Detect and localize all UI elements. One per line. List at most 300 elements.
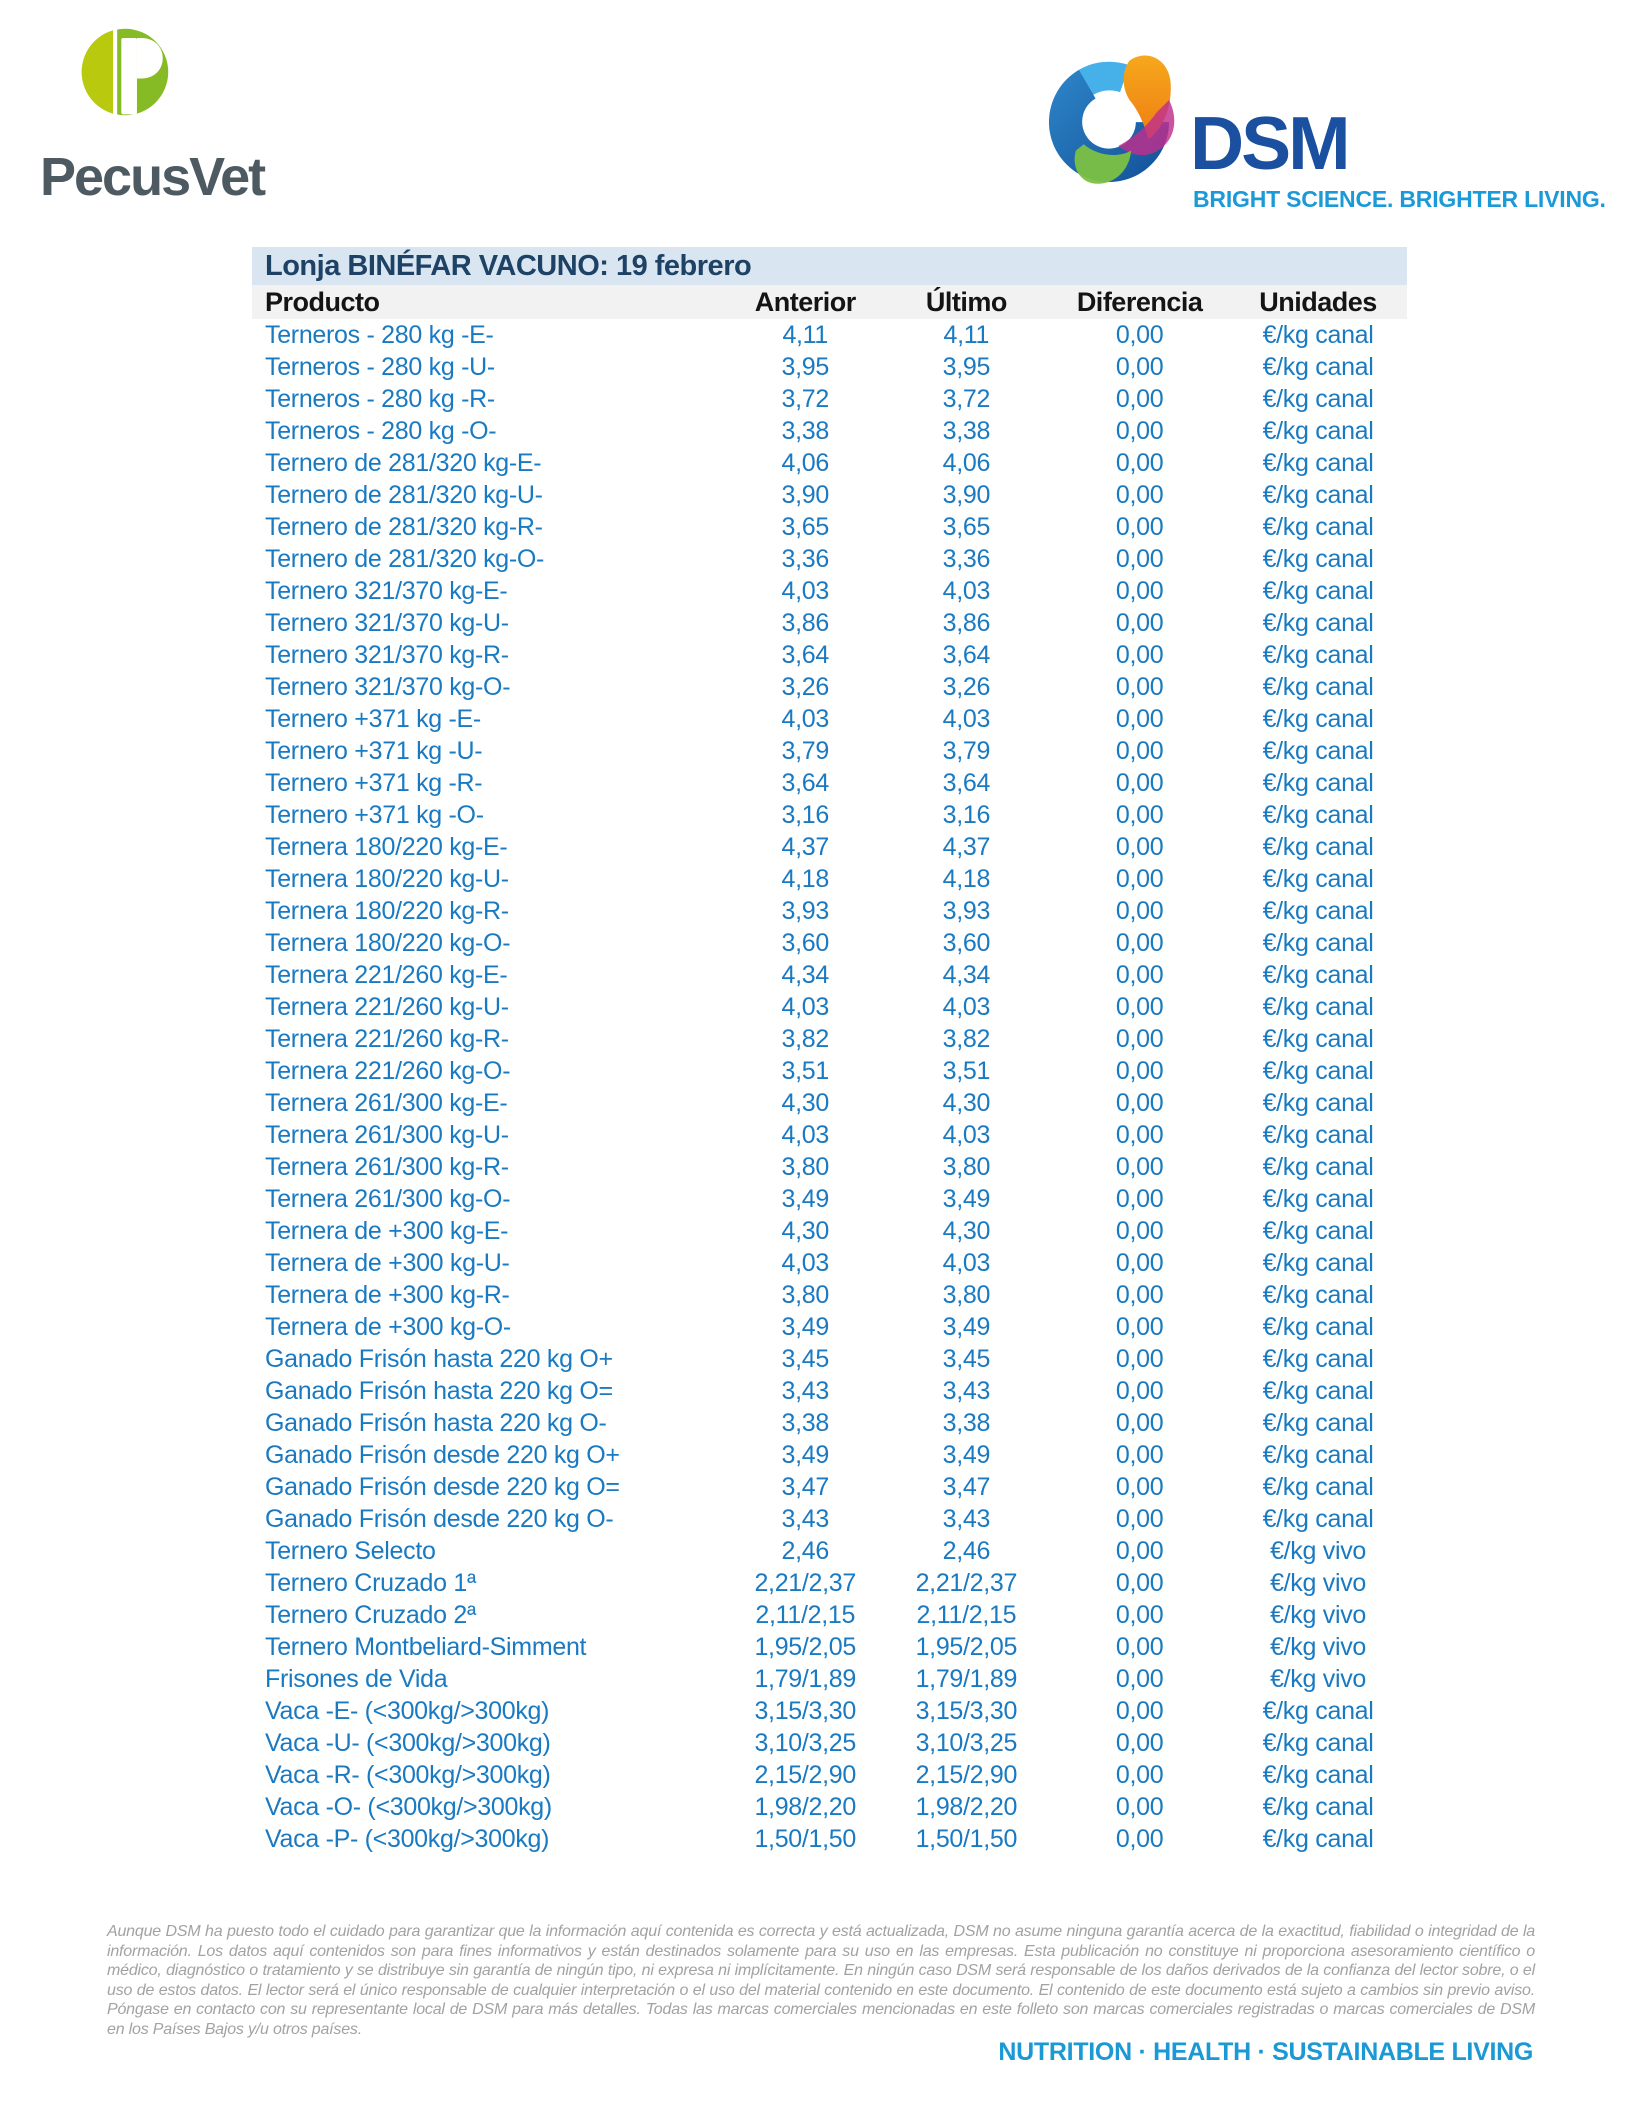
table-cell: €/kg canal: [1262, 1089, 1374, 1117]
table-cell: €/kg canal: [1262, 769, 1374, 797]
table-cell: 3,26: [942, 673, 991, 701]
table-cell: 0,00: [1115, 609, 1164, 637]
table-cell: 0,00: [1115, 865, 1164, 893]
table-cell: Ternero 321/370 kg-R-: [265, 641, 509, 669]
column-header-ultimo: Último: [883, 285, 1050, 319]
table-cell: 3,15/3,30: [915, 1697, 1018, 1725]
table-cell: 2,21/2,37: [754, 1569, 857, 1597]
table-cell: €/kg canal: [1262, 1281, 1374, 1309]
table-cell: €/kg canal: [1262, 1057, 1374, 1085]
table-cell: 4,30: [942, 1217, 991, 1245]
table-cell: Vaca -U- (<300kg/>300kg): [265, 1729, 551, 1757]
table-cell: €/kg canal: [1262, 1729, 1374, 1757]
table-cell: Ternero de 281/320 kg-O-: [265, 545, 545, 573]
table-cell: €/kg canal: [1262, 1825, 1374, 1853]
table-cell: 3,51: [781, 1057, 829, 1085]
table-cell: Ternero 321/370 kg-O-: [265, 673, 511, 701]
table-cell: 3,49: [942, 1313, 991, 1341]
table-cell: Ternera 180/220 kg-O-: [265, 929, 511, 957]
table-row: [252, 927, 1407, 959]
table-cell: Ternera de +300 kg-E-: [265, 1217, 509, 1245]
table-cell: 3,90: [781, 481, 829, 509]
table-cell: 0,00: [1115, 641, 1164, 669]
table-cell: Terneros - 280 kg -E-: [265, 321, 494, 349]
header-row: [252, 285, 1407, 319]
table-cell: 0,00: [1115, 1217, 1164, 1245]
table-cell: Ternero de 281/320 kg-E-: [265, 449, 542, 477]
table-cell: 4,18: [942, 865, 991, 893]
table-cell: 0,00: [1115, 1089, 1164, 1117]
table-cell: €/kg vivo: [1270, 1633, 1367, 1661]
table-cell: Frisones de Vida: [265, 1665, 448, 1693]
table-cell: 4,34: [781, 961, 829, 989]
table-cell: 3,45: [781, 1345, 829, 1373]
table-cell: 4,03: [942, 1121, 991, 1149]
table-cell: €/kg canal: [1262, 1153, 1374, 1181]
table-cell: 0,00: [1115, 1441, 1164, 1469]
table-body: [252, 319, 1407, 1855]
table-cell: Ternero Selecto: [265, 1537, 436, 1565]
table-cell: €/kg canal: [1262, 1313, 1374, 1341]
table-cell: €/kg vivo: [1270, 1665, 1367, 1693]
table-cell: 3,26: [781, 673, 829, 701]
table-cell: 4,03: [781, 577, 829, 605]
table-cell: 0,00: [1115, 1729, 1164, 1757]
sheet-title: Lonja BINÉFAR VACUNO: 19 febrero: [252, 247, 1407, 285]
table-cell: €/kg canal: [1262, 673, 1374, 701]
table-cell: 4,18: [781, 865, 829, 893]
table-cell: Vaca -P- (<300kg/>300kg): [265, 1825, 550, 1853]
table-cell: €/kg canal: [1262, 481, 1374, 509]
table-cell: 3,38: [781, 417, 829, 445]
table-cell: 4,03: [942, 993, 991, 1021]
table-row: [252, 895, 1407, 927]
table-cell: 3,16: [942, 801, 991, 829]
table-row: [252, 1407, 1407, 1439]
table-cell: 2,21/2,37: [915, 1569, 1018, 1597]
table-row: [252, 1791, 1407, 1823]
table-cell: 1,98/2,20: [754, 1793, 857, 1821]
table-cell: 3,80: [942, 1153, 991, 1181]
table-cell: Ternera 261/300 kg-E-: [265, 1089, 508, 1117]
table-cell: 3,47: [942, 1473, 991, 1501]
table-cell: 3,60: [942, 929, 991, 957]
table-cell: €/kg canal: [1262, 1761, 1374, 1789]
table-cell: €/kg canal: [1262, 1697, 1374, 1725]
table-cell: €/kg canal: [1262, 801, 1374, 829]
table-cell: 0,00: [1115, 1377, 1164, 1405]
table-cell: Ganado Frisón desde 220 kg O-: [265, 1505, 614, 1533]
table-cell: Ternero +371 kg -U-: [265, 737, 483, 765]
table-cell: 2,46: [942, 1537, 991, 1565]
table-cell: Ternera 221/260 kg-E-: [265, 961, 508, 989]
table-cell: 0,00: [1115, 1185, 1164, 1213]
table-cell: 0,00: [1115, 833, 1164, 861]
table-cell: €/kg canal: [1262, 449, 1374, 477]
table-row: [252, 1087, 1407, 1119]
table-row: [252, 543, 1407, 575]
table-cell: 3,65: [942, 513, 991, 541]
table-cell: 3,60: [781, 929, 829, 957]
table-cell: 0,00: [1115, 1313, 1164, 1341]
table-cell: 4,34: [942, 961, 991, 989]
price-table: [252, 285, 1407, 1855]
table-cell: Ternero 321/370 kg-E-: [265, 577, 508, 605]
table-cell: €/kg canal: [1262, 865, 1374, 893]
table-cell: 0,00: [1115, 1473, 1164, 1501]
table-cell: €/kg canal: [1262, 1025, 1374, 1053]
table-cell: Ternera 180/220 kg-E-: [265, 833, 508, 861]
table-cell: €/kg canal: [1262, 1121, 1374, 1149]
table-cell: 3,86: [942, 609, 991, 637]
table-cell: 0,00: [1115, 993, 1164, 1021]
column-header-diferencia: Diferencia: [1050, 285, 1229, 319]
table-row: [252, 1023, 1407, 1055]
table-row: [252, 351, 1407, 383]
table-cell: Ternero +371 kg -O-: [265, 801, 484, 829]
table-cell: 3,47: [781, 1473, 829, 1501]
table-cell: 3,64: [942, 769, 991, 797]
table-cell: 0,00: [1115, 1825, 1164, 1853]
table-row: [252, 991, 1407, 1023]
table-cell: 0,00: [1115, 1153, 1164, 1181]
table-cell: 0,00: [1115, 1537, 1164, 1565]
table-row: [252, 607, 1407, 639]
table-row: [252, 1215, 1407, 1247]
table-cell: 4,03: [942, 577, 991, 605]
table-cell: 3,49: [942, 1441, 991, 1469]
table-row: [252, 799, 1407, 831]
table-cell: 0,00: [1115, 961, 1164, 989]
table-cell: Vaca -E- (<300kg/>300kg): [265, 1697, 550, 1725]
table-row: [252, 1375, 1407, 1407]
table-cell: 0,00: [1115, 385, 1164, 413]
table-cell: Ternera 180/220 kg-U-: [265, 865, 509, 893]
table-cell: 3,38: [942, 1409, 991, 1437]
table-cell: 3,72: [781, 385, 829, 413]
table-cell: €/kg canal: [1262, 545, 1374, 573]
pecusvet-logo-icon: [79, 26, 171, 118]
table-row: [252, 959, 1407, 991]
table-cell: 4,30: [781, 1089, 829, 1117]
table-cell: 3,80: [781, 1281, 829, 1309]
table-cell: 0,00: [1115, 1793, 1164, 1821]
table-cell: Ternera 180/220 kg-R-: [265, 897, 509, 925]
table-cell: 0,00: [1115, 1057, 1164, 1085]
table-cell: 1,50/1,50: [915, 1825, 1018, 1853]
dsm-motto: NUTRITION · HEALTH · SUSTAINABLE LIVING: [998, 2038, 1533, 2066]
price-sheet: [252, 247, 1407, 1855]
table-cell: €/kg canal: [1262, 993, 1374, 1021]
table-cell: €/kg vivo: [1270, 1601, 1367, 1629]
table-cell: €/kg canal: [1262, 513, 1374, 541]
table-cell: Ternero +371 kg -E-: [265, 705, 481, 733]
table-cell: 3,38: [942, 417, 991, 445]
table-row: [252, 1631, 1407, 1663]
table-row: [252, 479, 1407, 511]
table-cell: €/kg vivo: [1270, 1537, 1367, 1565]
table-cell: Ternero Montbeliard-Simment: [265, 1633, 587, 1661]
table-cell: 0,00: [1115, 737, 1164, 765]
table-cell: Ganado Frisón desde 220 kg O=: [265, 1473, 620, 1501]
table-row: [252, 1535, 1407, 1567]
table-cell: Terneros - 280 kg -R-: [265, 385, 495, 413]
table-cell: 4,37: [781, 833, 829, 861]
table-cell: 4,03: [781, 993, 829, 1021]
table-row: [252, 767, 1407, 799]
table-cell: 4,03: [942, 1249, 991, 1277]
table-row: [252, 1279, 1407, 1311]
table-cell: 4,11: [943, 321, 990, 349]
table-row: [252, 1759, 1407, 1791]
table-cell: 0,00: [1115, 1697, 1164, 1725]
table-cell: 0,00: [1115, 545, 1164, 573]
table-cell: 4,03: [781, 1121, 829, 1149]
table-cell: €/kg canal: [1262, 833, 1374, 861]
table-cell: 1,95/2,05: [754, 1633, 857, 1661]
table-cell: 1,79/1,89: [915, 1665, 1018, 1693]
table-row: [252, 383, 1407, 415]
table-cell: Ternera de +300 kg-U-: [265, 1249, 510, 1277]
table-cell: 3,64: [942, 641, 991, 669]
table-cell: 3,15/3,30: [754, 1697, 857, 1725]
table-cell: Ganado Frisón hasta 220 kg O=: [265, 1377, 613, 1405]
table-cell: 2,15/2,90: [915, 1761, 1018, 1789]
table-cell: 4,03: [781, 705, 829, 733]
table-row: [252, 1599, 1407, 1631]
table-cell: 0,00: [1115, 1345, 1164, 1373]
table-cell: Ganado Frisón desde 220 kg O+: [265, 1441, 620, 1469]
table-row: [252, 511, 1407, 543]
table-cell: 3,10/3,25: [915, 1729, 1018, 1757]
table-cell: 0,00: [1115, 1601, 1164, 1629]
table-cell: 0,00: [1115, 1665, 1164, 1693]
table-cell: Terneros - 280 kg -U-: [265, 353, 495, 381]
table-cell: 0,00: [1115, 801, 1164, 829]
table-cell: 0,00: [1115, 1281, 1164, 1309]
table-cell: 2,15/2,90: [754, 1761, 857, 1789]
table-cell: 3,51: [942, 1057, 991, 1085]
table-cell: 3,82: [781, 1025, 829, 1053]
table-cell: 4,06: [781, 449, 829, 477]
table-cell: 0,00: [1115, 673, 1164, 701]
table-cell: 0,00: [1115, 1121, 1164, 1149]
table-cell: 3,43: [781, 1377, 829, 1405]
table-cell: 3,43: [781, 1505, 829, 1533]
table-cell: 2,11/2,15: [755, 1601, 856, 1629]
column-header-producto: Producto: [252, 285, 728, 319]
table-row: [252, 1823, 1407, 1855]
table-row: [252, 1183, 1407, 1215]
table-cell: 2,46: [781, 1537, 829, 1565]
table-cell: 1,98/2,20: [915, 1793, 1018, 1821]
table-cell: 3,95: [942, 353, 991, 381]
table-cell: €/kg canal: [1262, 929, 1374, 957]
table-cell: Ternera 221/260 kg-R-: [265, 1025, 509, 1053]
table-cell: 0,00: [1115, 705, 1164, 733]
table-cell: €/kg vivo: [1270, 1569, 1367, 1597]
table-cell: €/kg canal: [1262, 1473, 1374, 1501]
table-cell: 0,00: [1115, 481, 1164, 509]
table-row: [252, 1663, 1407, 1695]
table-cell: Ternero Cruzado 1ª: [265, 1569, 476, 1597]
table-row: [252, 319, 1407, 351]
table-cell: Ternero Cruzado 2ª: [265, 1601, 476, 1629]
dsm-tagline: BRIGHT SCIENCE. BRIGHTER LIVING.: [1193, 186, 1606, 212]
table-cell: 4,03: [781, 1249, 829, 1277]
table-row: [252, 1471, 1407, 1503]
dsm-wordmark: DSM: [1190, 101, 1348, 185]
table-cell: 0,00: [1115, 1505, 1164, 1533]
table-cell: Ternero de 281/320 kg-U-: [265, 481, 543, 509]
table-cell: Ternera de +300 kg-R-: [265, 1281, 510, 1309]
column-header-anterior: Anterior: [728, 285, 883, 319]
table-row: [252, 1439, 1407, 1471]
table-cell: Ternera de +300 kg-O-: [265, 1313, 511, 1341]
table-cell: 3,49: [781, 1185, 829, 1213]
table-cell: 3,64: [781, 769, 829, 797]
table-cell: 3,45: [942, 1345, 991, 1373]
column-header-unidades: Unidades: [1229, 285, 1407, 319]
table-row: [252, 447, 1407, 479]
table-cell: 0,00: [1115, 1633, 1164, 1661]
table-cell: 3,90: [942, 481, 991, 509]
table-cell: 3,43: [942, 1377, 991, 1405]
table-row: [252, 863, 1407, 895]
table-cell: €/kg canal: [1262, 385, 1374, 413]
table-row: [252, 1695, 1407, 1727]
table-cell: 3,82: [942, 1025, 991, 1053]
table-cell: Ternera 261/300 kg-O-: [265, 1185, 511, 1213]
table-cell: 3,43: [942, 1505, 991, 1533]
table-cell: 3,10/3,25: [754, 1729, 857, 1757]
table-cell: 3,80: [942, 1281, 991, 1309]
table-cell: 3,64: [781, 641, 829, 669]
table-cell: 0,00: [1115, 513, 1164, 541]
table-cell: €/kg canal: [1262, 1793, 1374, 1821]
table-row: [252, 1503, 1407, 1535]
table-cell: 3,36: [781, 545, 829, 573]
table-cell: 0,00: [1115, 1025, 1164, 1053]
table-cell: €/kg canal: [1262, 1409, 1374, 1437]
table-cell: Terneros - 280 kg -O-: [265, 417, 497, 445]
dsm-swirl-icon: [1030, 40, 1188, 198]
table-cell: 0,00: [1115, 1569, 1164, 1597]
table-row: [252, 1119, 1407, 1151]
table-cell: 4,30: [942, 1089, 991, 1117]
table-row: [252, 735, 1407, 767]
table-cell: Ternero 321/370 kg-U-: [265, 609, 509, 637]
table-cell: €/kg canal: [1262, 1249, 1374, 1277]
table-cell: €/kg canal: [1262, 609, 1374, 637]
table-cell: €/kg canal: [1262, 1377, 1374, 1405]
table-cell: 4,03: [942, 705, 991, 733]
table-cell: 3,72: [942, 385, 991, 413]
table-cell: 3,38: [781, 1409, 829, 1437]
table-row: [252, 639, 1407, 671]
table-cell: €/kg canal: [1262, 641, 1374, 669]
table-cell: 4,06: [942, 449, 991, 477]
table-cell: 3,93: [942, 897, 991, 925]
table-cell: €/kg canal: [1262, 577, 1374, 605]
table-cell: 1,95/2,05: [915, 1633, 1018, 1661]
table-row: [252, 1727, 1407, 1759]
table-cell: 0,00: [1115, 577, 1164, 605]
table-cell: €/kg canal: [1262, 737, 1374, 765]
table-cell: Ganado Frisón hasta 220 kg O-: [265, 1409, 607, 1437]
table-cell: 3,80: [781, 1153, 829, 1181]
table-cell: 1,79/1,89: [754, 1665, 857, 1693]
table-row: [252, 575, 1407, 607]
table-cell: 0,00: [1115, 1409, 1164, 1437]
table-cell: Ternero de 281/320 kg-R-: [265, 513, 543, 541]
table-cell: 3,36: [942, 545, 991, 573]
table-cell: €/kg canal: [1262, 1185, 1374, 1213]
table-cell: Ternero +371 kg -R-: [265, 769, 483, 797]
table-cell: €/kg canal: [1262, 1217, 1374, 1245]
table-cell: 4,37: [942, 833, 991, 861]
table-cell: 0,00: [1115, 1249, 1164, 1277]
table-cell: 0,00: [1115, 449, 1164, 477]
table-row: [252, 1311, 1407, 1343]
table-row: [252, 1567, 1407, 1599]
table-cell: €/kg canal: [1262, 897, 1374, 925]
table-cell: 4,30: [781, 1217, 829, 1245]
table-cell: 3,86: [781, 609, 829, 637]
table-cell: €/kg canal: [1262, 1345, 1374, 1373]
table-row: [252, 415, 1407, 447]
table-cell: Ternera 261/300 kg-U-: [265, 1121, 509, 1149]
table-cell: 0,00: [1115, 769, 1164, 797]
table-row: [252, 831, 1407, 863]
table-cell: €/kg canal: [1262, 1505, 1374, 1533]
table-cell: Ternera 221/260 kg-O-: [265, 1057, 511, 1085]
disclaimer-text: Aunque DSM ha puesto todo el cuidado para garantizar que la información aquí contenida es correcta y está actualizada, DSM no asume ninguna garantía acerca de la exactitud, fiabilidad o integridad de la información. Los datos aquí contenidos son para fines informativos y están destinados solamente para su uso en las empresas. Esta publicación no constituye ni proporciona asesoramiento científico o médico, diagnóstico o tratamiento y se distribuye sin garantía de ningún tipo, ni expresa ni implícitamente. En ningún caso DSM será responsable de los daños derivados de la confianza del lector sobre, o el uso de estos datos. El lector será el único responsable de cualquier interpretación o el uso del material contenido en este documento. El contenido de este documento está sujeto a cambios sin previo aviso. Póngase en contacto con su representante local de DSM para más detalles. Todas las marcas comerciales mencionadas en este folleto son marcas comerciales registradas o marcas comerciales de DSM en los Países Bajos y/u otros países.: [107, 1923, 1535, 2038]
table-cell: 3,16: [781, 801, 829, 829]
pecusvet-wordmark: PecusVet: [40, 147, 265, 207]
table-cell: Vaca -R- (<300kg/>300kg): [265, 1761, 551, 1789]
table-row: [252, 1247, 1407, 1279]
table-cell: 3,65: [781, 513, 829, 541]
table-cell: Vaca -O- (<300kg/>300kg): [265, 1793, 552, 1821]
table-cell: 0,00: [1115, 1761, 1164, 1789]
table-cell: €/kg canal: [1262, 417, 1374, 445]
table-cell: 0,00: [1115, 929, 1164, 957]
table-cell: 0,00: [1115, 321, 1164, 349]
table-cell: 2,11/2,15: [916, 1601, 1017, 1629]
table-cell: Ternera 221/260 kg-U-: [265, 993, 509, 1021]
table-cell: 3,95: [781, 353, 829, 381]
table-cell: 0,00: [1115, 353, 1164, 381]
table-cell: 3,49: [781, 1313, 829, 1341]
table-cell: 3,79: [942, 737, 991, 765]
table-cell: €/kg canal: [1262, 961, 1374, 989]
table-cell: 3,49: [781, 1441, 829, 1469]
table-cell: 3,93: [781, 897, 829, 925]
table-cell: 1,50/1,50: [754, 1825, 857, 1853]
table-cell: Ternera 261/300 kg-R-: [265, 1153, 509, 1181]
table-cell: 0,00: [1115, 417, 1164, 445]
table-row: [252, 1055, 1407, 1087]
table-row: [252, 1343, 1407, 1375]
table-cell: €/kg canal: [1262, 705, 1374, 733]
table-cell: 3,49: [942, 1185, 991, 1213]
table-row: [252, 703, 1407, 735]
table-cell: €/kg canal: [1262, 321, 1374, 349]
table-row: [252, 671, 1407, 703]
table-cell: €/kg canal: [1262, 1441, 1374, 1469]
table-cell: Ganado Frisón hasta 220 kg O+: [265, 1345, 613, 1373]
